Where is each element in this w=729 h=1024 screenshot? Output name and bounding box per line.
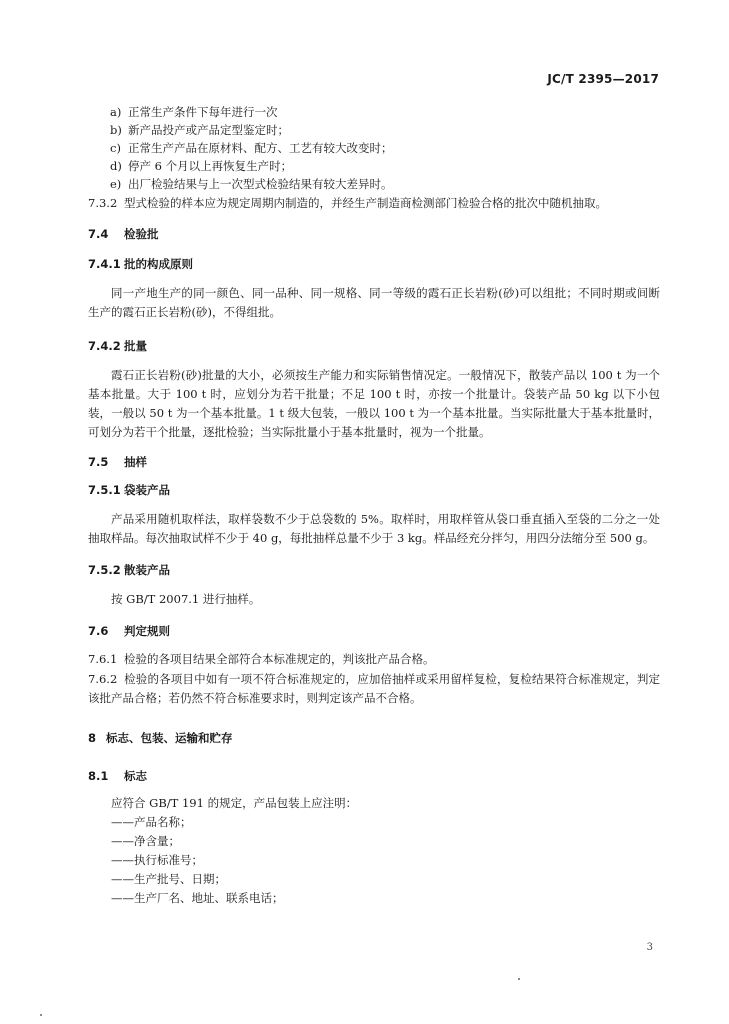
section-title: 散装产品 (124, 563, 170, 577)
list-item-text: 正常生产条件下每年进行一次 (128, 105, 278, 119)
section-heading-7-5-1 (88, 482, 660, 510)
marking-items-list (88, 813, 660, 908)
clause-number: 7.6.2 (88, 672, 118, 686)
clause-text: 型式检验的样本应为规定周期内制造的，并经生产制造商检测部门检验合格的批次中随机抽取。 (124, 196, 607, 210)
list-item: ——生产厂名、地址、联系电话； (111, 891, 284, 905)
standard-code: JC/T 2395—2017 (547, 72, 659, 86)
document-body (88, 104, 660, 908)
list-item (88, 140, 660, 158)
section-number: 8.1 (88, 769, 109, 783)
section-heading-7-5-2 (88, 562, 660, 590)
list-item: ——净含量； (111, 834, 180, 848)
list-item-text: 停产 6 个月以上再恢复生产时； (128, 159, 293, 173)
list-item-label: a) (110, 105, 122, 119)
section-heading-7-5 (88, 454, 660, 482)
section-heading-7-4-1 (88, 256, 660, 284)
section-heading-7-6 (88, 623, 660, 651)
list-item-text: 出厂检验结果与上一次型式检验结果有较大差异时。 (128, 177, 393, 191)
section-title: 抽样 (124, 455, 147, 469)
section-heading-7-4-2 (88, 338, 660, 366)
type-inspection-conditions-list (88, 104, 660, 194)
list-item (88, 122, 660, 140)
clause-text: 检验的各项目中如有一项不符合标准规定的，应加倍抽样或采用留样复检，复检结果符合标准规定，判定该批产品合格；若仍然不符合标准要求时，则判定该产品不合格。 (88, 672, 660, 705)
marking-intro: 应符合 GB/T 191 的规定，产品包装上应注明： (111, 796, 358, 810)
section-number: 7.5 (88, 455, 109, 469)
section-number: 7.6 (88, 624, 109, 638)
section-title: 批的构成原则 (124, 257, 193, 271)
clause-text: 检验的各项目结果全部符合本标准规定的，判该批产品合格。 (124, 652, 435, 666)
list-item-label: b) (110, 123, 122, 137)
section-title: 判定规则 (124, 624, 170, 638)
scan-speck (518, 978, 520, 980)
list-item-label: c) (110, 141, 121, 155)
clause-number: 7.6.1 (88, 652, 118, 666)
section-number: 7.5.1 (88, 483, 121, 497)
list-item-text: 新产品投产或产品定型鉴定时； (128, 123, 289, 137)
list-item: ——执行标准号； (111, 853, 203, 867)
page-number: 3 (646, 942, 653, 953)
clause-7-6-2 (88, 670, 660, 708)
section-title: 批量 (124, 339, 147, 353)
section-title: 检验批 (124, 227, 159, 241)
paragraph-bulk-sampling: 按 GB/T 2007.1 进行抽样。 (111, 592, 261, 606)
section-heading-7-4 (88, 226, 660, 256)
section-title: 袋装产品 (124, 483, 170, 497)
chapter-title: 标志、包装、运输和贮存 (106, 731, 233, 745)
scan-speck (40, 1014, 42, 1016)
section-number: 7.4.1 (88, 257, 121, 271)
list-item: ——产品名称； (111, 815, 192, 829)
list-item-label: e) (110, 177, 122, 191)
list-item: ——生产批号、日期； (111, 872, 226, 886)
section-heading-8-1 (88, 768, 660, 794)
clause-7-3-2 (88, 195, 660, 217)
section-number: 7.5.2 (88, 563, 121, 577)
list-item (88, 176, 660, 194)
chapter-heading-8 (88, 730, 660, 768)
chapter-number: 8 (88, 731, 97, 745)
clause-7-6-1 (88, 651, 660, 670)
clause-number: 7.3.2 (88, 196, 118, 210)
list-item (88, 158, 660, 176)
list-item-text: 正常生产产品在原材料、配方、工艺有较大改变时； (128, 141, 393, 155)
section-number: 7.4 (88, 227, 109, 241)
paragraph-batch-principle: 同一产地生产的同一颜色、同一品种、同一规格、同一等级的霞石正长岩粉(砂)可以组批；不同时期或间断生产的霞石正长岩粉(砂)，不得组批。 (88, 286, 660, 319)
section-number: 7.4.2 (88, 339, 121, 353)
list-item (88, 104, 660, 122)
section-title: 标志 (124, 769, 147, 783)
list-item-label: d) (110, 159, 122, 173)
paragraph-bagged-sampling: 产品采用随机取样法，取样袋数不少于总袋数的 5%。取样时，用取样管从袋口垂直插入至袋的二分之一处抽取样品。每次抽取试样不少于 40 g，每批抽样总量不少于 3 kg。样品经充分拌匀，用四分法缩分至 500 g。 (88, 512, 660, 545)
paragraph-batch-size: 霞石正长岩粉(砂)批量的大小，必须按生产能力和实际销售情况定。一般情况下，散装产品以 100 t 为一个基本批量。大于 100 t 时，应划分为若干批量；不足 100 t 时，亦按一个批量计。袋装产品 50 kg 以下小包装，一般以 50 t 为一个基本批量。1 t 级大包装，一般以 100 t 为一个基本批量。当实际批量大于基本批量时，可划分为若干个批量，逐批检验；当实际批量小于基本批量时，视为一个批量。 (88, 368, 660, 439)
